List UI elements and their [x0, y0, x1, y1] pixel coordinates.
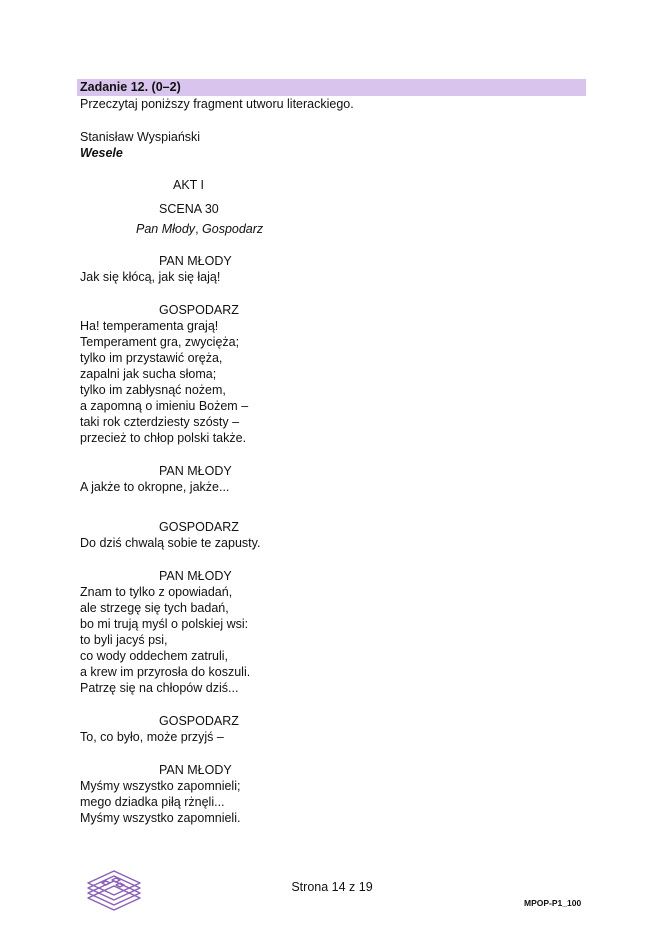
verse-line: co wody oddechem zatruli, [80, 649, 228, 663]
speaker: PAN MŁODY [159, 569, 232, 583]
verse-line: Patrzę się na chłopów dziś... [80, 681, 239, 695]
verse-line: Jak się kłócą, jak się łają! [80, 270, 221, 284]
speaker: PAN MŁODY [159, 254, 232, 268]
author: Stanisław Wyspiański [80, 130, 201, 144]
verse-line: a krew im przyrosła do koszuli. [80, 665, 251, 679]
verse-line: Ha! temperamenta grają! [80, 319, 219, 333]
work-title: Wesele [80, 146, 123, 160]
verse-line: Do dziś chwalą sobie te zapusty. [80, 536, 261, 550]
scene-heading: SCENA 30 [159, 202, 219, 216]
characters-separator: , [195, 222, 203, 236]
character-pan-mlody: Pan Młody [136, 222, 196, 236]
speaker: GOSPODARZ [159, 303, 239, 317]
verse-line: zapalni jak sucha słoma; [80, 367, 217, 381]
speaker: GOSPODARZ [159, 714, 239, 728]
verse-line: ale strzegę się tych badań, [80, 601, 229, 615]
verse-line: To, co było, może przyjś – [80, 730, 224, 744]
document-code: MPOP-P1_100 [524, 898, 582, 908]
verse-line: bo mi trują myśl o polskiej wsi: [80, 617, 249, 631]
task-instruction: Przeczytaj poniższy fragment utworu literackiego. [80, 97, 354, 111]
scene-characters [136, 221, 263, 237]
verse-line: mego dziadka piłą rżnęli... [80, 795, 225, 809]
speaker: PAN MŁODY [159, 763, 232, 777]
character-gospodarz: Gospodarz [202, 222, 264, 236]
page-number: Strona 14 z 19 [291, 880, 373, 894]
verse-line: A jakże to okropne, jakże... [80, 480, 230, 494]
verse-line: a zapomną o imieniu Bożem – [80, 399, 249, 413]
verse-line: Znam to tylko z opowiadań, [80, 585, 233, 599]
act-heading: AKT I [173, 178, 205, 192]
verse-line: przecież to chłop polski także. [80, 431, 247, 445]
verse-line: Myśmy wszystko zapomnieli; [80, 779, 241, 793]
verse-line: taki rok czterdziesty szósty – [80, 415, 240, 429]
verse-line: tylko im zabłysnąć nożem, [80, 383, 226, 397]
verse-line: tylko im przystawić oręża, [80, 351, 223, 365]
speaker: PAN MŁODY [159, 464, 232, 478]
task-title: Zadanie 12. (0–2) [80, 80, 181, 94]
verse-line: to byli jacyś psi, [80, 633, 168, 647]
verse-line: Temperament gra, zwycięża; [80, 335, 240, 349]
speaker: GOSPODARZ [159, 520, 239, 534]
verse-line: Myśmy wszystko zapomnieli. [80, 811, 241, 825]
